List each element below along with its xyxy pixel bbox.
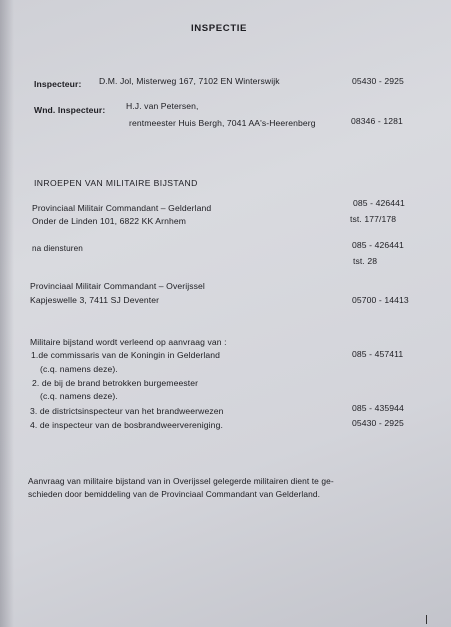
note-line2: schieden door bemiddeling van de Provinciaal Commandant van Gelderland.	[28, 489, 321, 499]
after-hours-label: na diensturen	[32, 244, 83, 253]
request-item-1-note: (c.q. namens deze).	[40, 364, 118, 374]
request-item-3: 3. de districtsinspecteur van het brandweerwezen	[30, 406, 224, 416]
gelderland-line1: Provinciaal Militair Commandant – Gelderland	[32, 203, 212, 213]
inspecteur-label: Inspecteur:	[34, 79, 82, 89]
request-item-4-phone: 05430 - 2925	[352, 418, 404, 428]
request-item-2-note: (c.q. namens deze).	[40, 391, 118, 401]
overijssel-line2: Kapjeswelle 3, 7411 SJ Deventer	[30, 295, 160, 305]
wnd-inspecteur-address: rentmeester Huis Bergh, 7041 AA's-Heerenberg	[129, 118, 316, 128]
wnd-inspecteur-name: H.J. van Petersen,	[126, 101, 199, 111]
gelderland-phone: 085 - 426441	[353, 198, 405, 208]
after-hours-phone: 085 - 426441	[352, 240, 404, 250]
request-item-2: 2. de bij de brand betrokken burgemeester	[32, 378, 199, 388]
request-intro: Militaire bijstand wordt verleend op aanvraag van :	[30, 337, 227, 347]
page-title: INSPECTIE	[191, 23, 248, 34]
inspecteur-phone: 05430 - 2925	[352, 76, 404, 86]
gelderland-ext: tst. 177/178	[350, 214, 397, 224]
after-hours-ext: tst. 28	[353, 256, 378, 266]
overijssel-line1: Provinciaal Militair Commandant – Overijssel	[30, 281, 205, 291]
request-item-4: 4. de inspecteur van de bosbrandweervereniging.	[30, 420, 223, 430]
page-edge-shadow	[0, 0, 14, 627]
section-heading: INROEPEN VAN MILITAIRE BIJSTAND	[34, 178, 198, 188]
wnd-inspecteur-label: Wnd. Inspecteur:	[34, 105, 106, 115]
gelderland-line2: Onder de Linden 101, 6822 KK Arnhem	[32, 216, 186, 226]
request-item-1: 1.de commissaris van de Koningin in Gelderland	[31, 350, 220, 360]
overijssel-phone: 05700 - 14413	[352, 295, 409, 305]
note-line1: Aanvraag van militaire bijstand van in Overijssel gelegerde militairen dient te ge-	[28, 476, 334, 486]
page-mark	[426, 615, 427, 624]
inspecteur-name: D.M. Jol, Misterweg 167, 7102 EN Winterswijk	[99, 76, 280, 86]
wnd-inspecteur-phone: 08346 - 1281	[351, 116, 403, 126]
request-item-3-phone: 085 - 435944	[352, 403, 404, 413]
request-item-1-phone: 085 - 457411	[352, 349, 404, 359]
